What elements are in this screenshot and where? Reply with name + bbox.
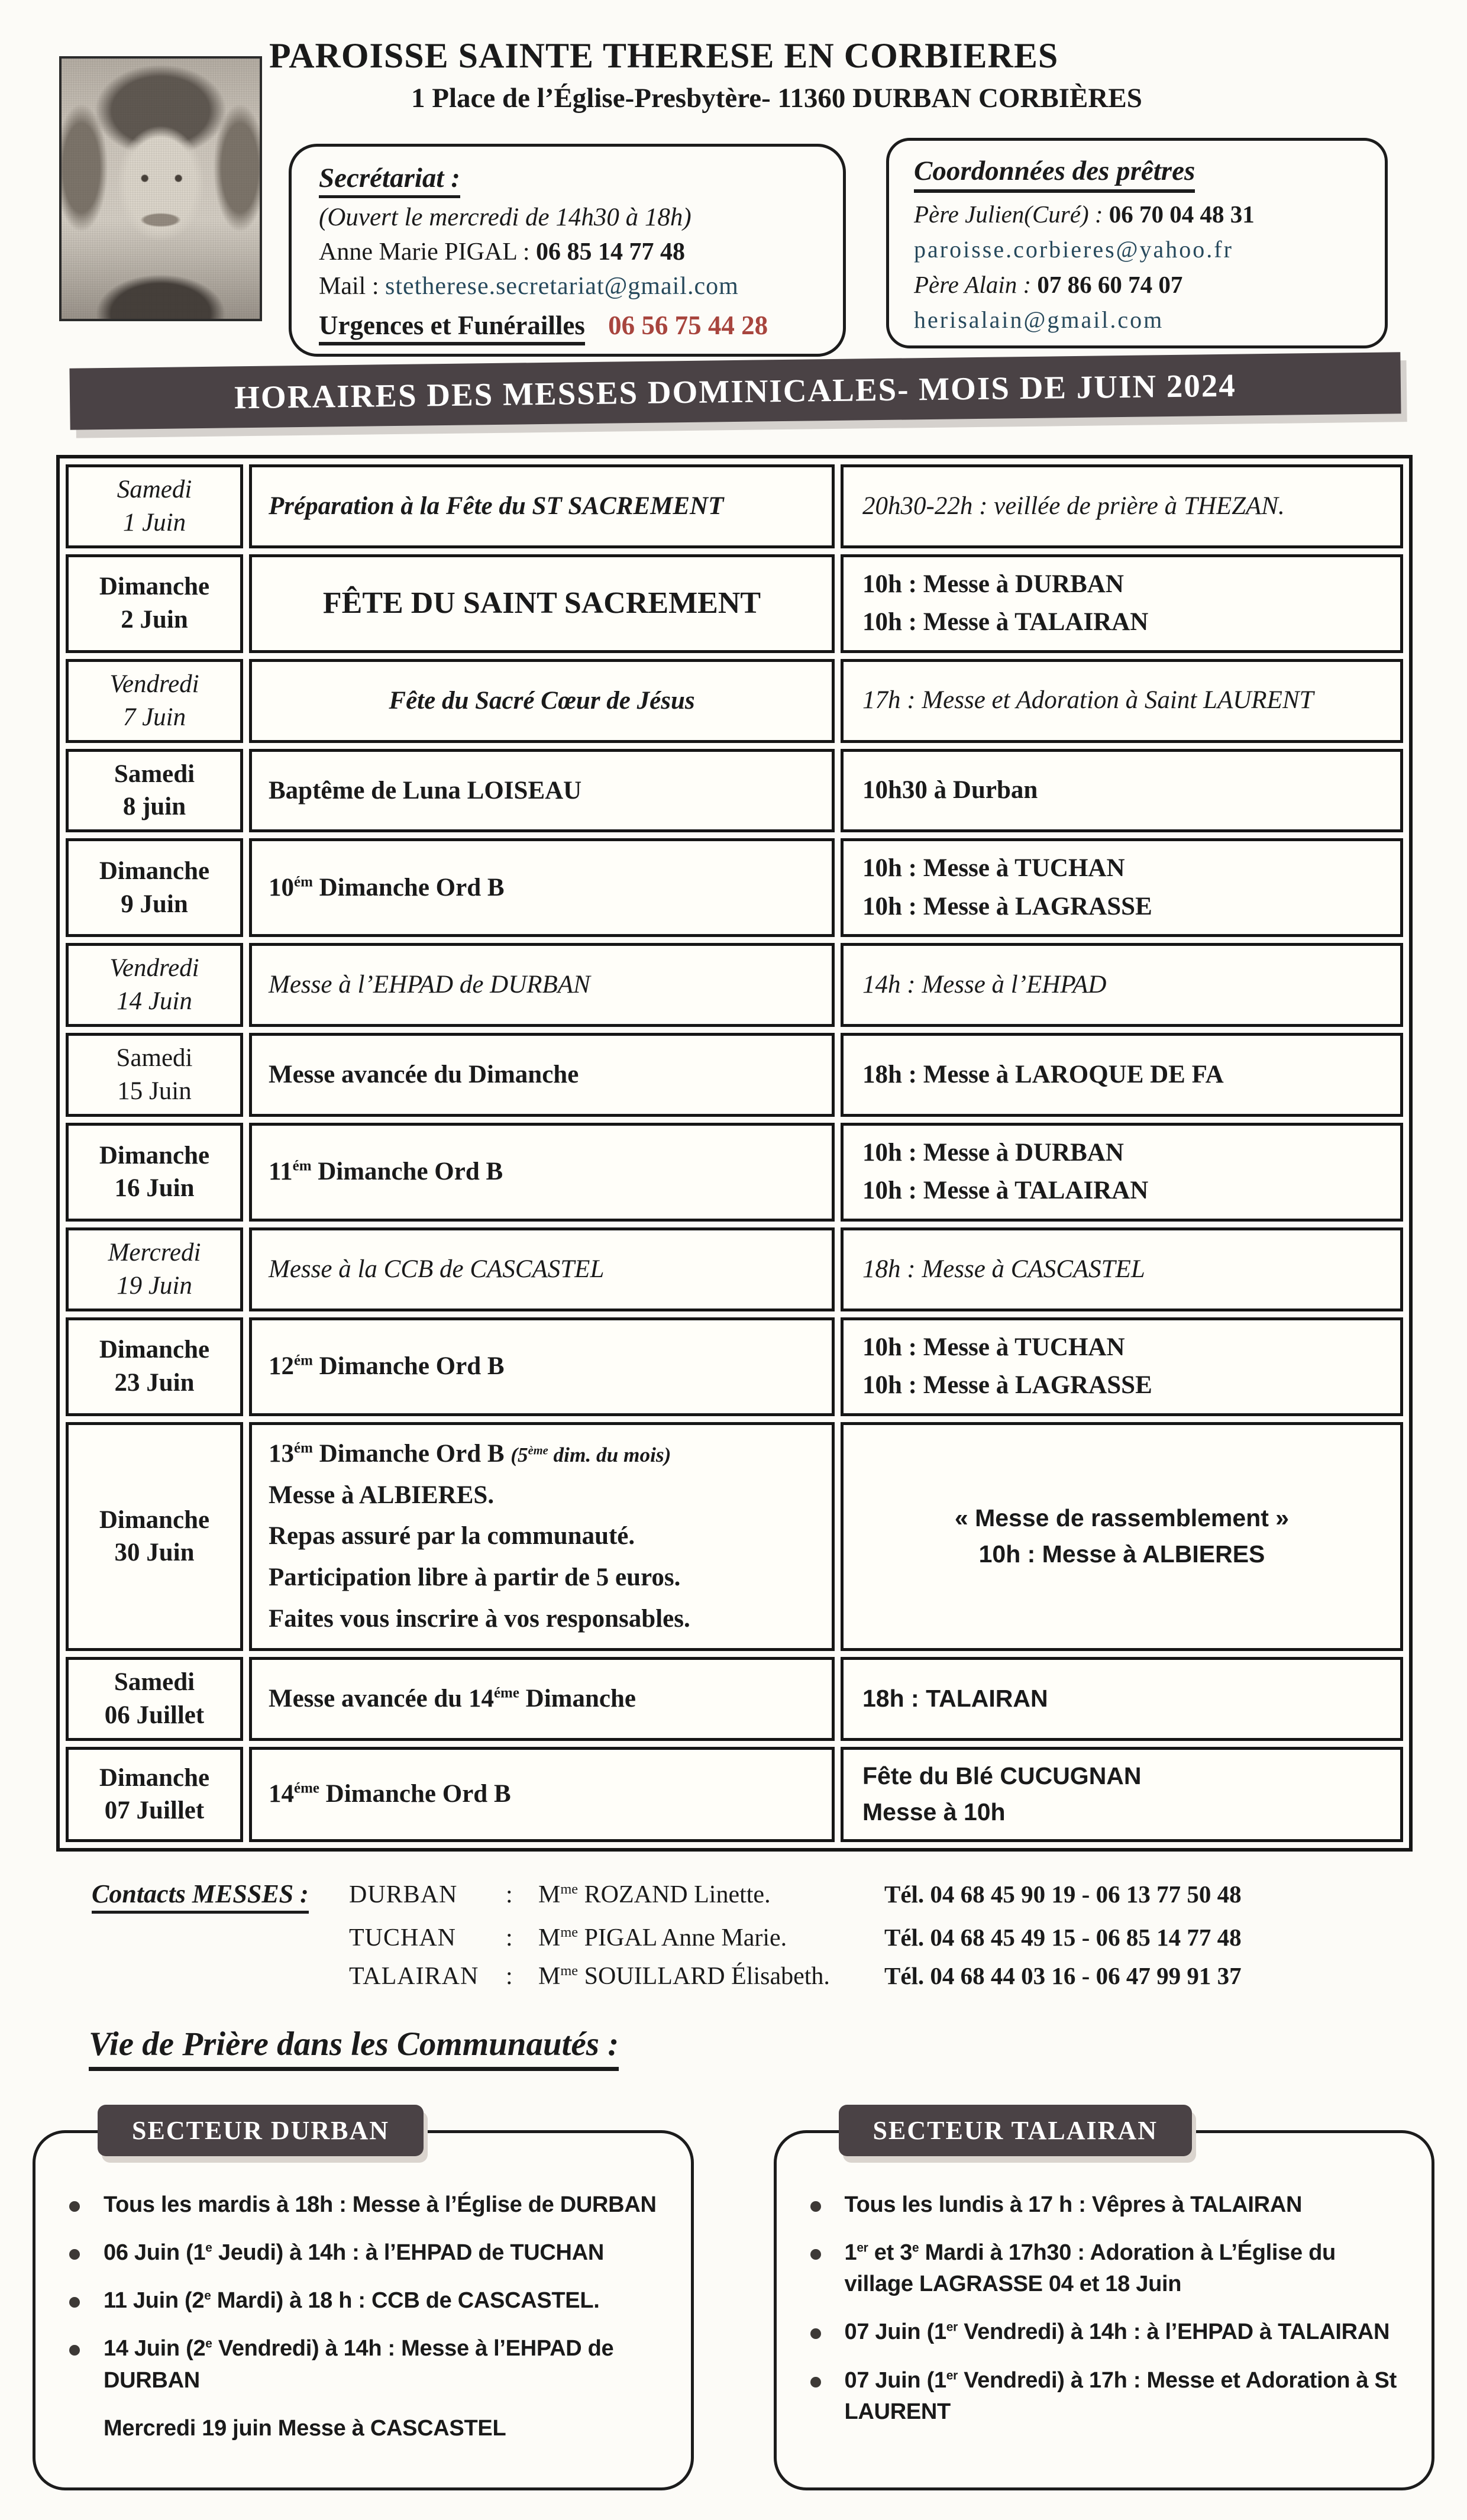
secretariat-contact xyxy=(319,238,816,266)
time-cell: 18h : Messe à LAROQUE DE FA xyxy=(841,1033,1403,1117)
list-item-text: 07 Juin (1er Vendredi) à 14h : à l’EHPAD à TALAIRAN xyxy=(844,2319,1390,2345)
vie-title: Vie de Prière dans les Communautés : xyxy=(89,2025,619,2071)
bullet-icon xyxy=(810,2201,821,2212)
schedule-row xyxy=(66,1123,1403,1222)
list-item xyxy=(62,2333,664,2396)
event-cell: Fête du Sacré Cœur de Jésus xyxy=(249,659,835,743)
list-item xyxy=(803,2189,1405,2221)
date-cell: Dimanche 07 Juillet xyxy=(66,1747,243,1842)
contact-place: TALAIRAN xyxy=(349,1962,479,1990)
contacts-section xyxy=(92,1879,1414,1991)
contacts-title: Contacts MESSES : xyxy=(92,1879,309,1914)
secteur-durban-list xyxy=(62,2189,664,2444)
contact-name: $M^{me}$ ROZAND Linette. xyxy=(538,1881,771,1908)
schedule-row xyxy=(66,838,1403,937)
date-cell: Samedi 15 Juin xyxy=(66,1033,243,1117)
contact-phone: Tél. 04 68 45 90 19 - 06 13 77 50 48 xyxy=(884,1880,1242,1908)
secteur-durban-box xyxy=(33,2115,694,2490)
paroisse-email: paroisse.corbieres@yahoo.fr xyxy=(914,236,1233,263)
sectors xyxy=(33,2115,1434,2490)
bullet-icon xyxy=(69,2345,80,2356)
event-cell: Messe à l’EHPAD de DURBAN xyxy=(249,943,835,1027)
date-cell: Mercredi 19 Juin xyxy=(66,1227,243,1311)
event-cell: Messe avancée du $14^{éme}$ Dimanche xyxy=(249,1657,835,1741)
pretres-title: Coordonnées des prêtres xyxy=(914,155,1195,193)
event-cell: $14^{éme}$ Dimanche Ord B xyxy=(249,1747,835,1842)
schedule-row xyxy=(66,1747,1403,1842)
date-cell: Samedi 1 Juin xyxy=(66,464,243,548)
contact-name: $M^{me}$ PIGAL Anne Marie. xyxy=(538,1924,787,1952)
date-cell: Vendredi 14 Juin xyxy=(66,943,243,1027)
date-cell: Dimanche 9 Juin xyxy=(66,838,243,937)
date-cell: Dimanche 2 Juin xyxy=(66,554,243,653)
schedule-row xyxy=(66,1657,1403,1741)
secretariat-box xyxy=(289,144,846,357)
header xyxy=(0,0,1467,340)
secteur-talairan-list xyxy=(803,2189,1405,2428)
list-item-text: 1er et 3e Mardi à 17h30 : Adoration à L’Église du village LAGRASSE 04 et 18 Juin xyxy=(844,2240,1336,2297)
time-cell: « Messe de rassemblement » 10h : Messe à ALBIERES xyxy=(841,1422,1403,1651)
secteur-talairan-box xyxy=(774,2115,1435,2490)
contact-phone: Tél. 04 68 45 49 15 - 06 85 14 77 48 xyxy=(884,1923,1242,1951)
list-item-text: Mercredi 19 juin Messe à CASCASTEL xyxy=(104,2415,506,2441)
urgences-label: Urgences et Funérailles xyxy=(319,311,585,345)
event-cell: $13^{ém}$ Dimanche Ord B (5ème dim. du mois) Messe à ALBIERES. Repas assuré par la communauté. Participation libre à partir de 5 euros. Faites vous inscrire à vos responsables. xyxy=(249,1422,835,1651)
schedule-table xyxy=(56,455,1413,1852)
urgences-line xyxy=(319,310,816,341)
schedule-row xyxy=(66,749,1403,833)
pretre-julien-phone: 06 70 04 48 31 xyxy=(1109,201,1255,228)
bullet-icon xyxy=(69,2201,80,2212)
time-cell: Fête du Blé CUCUGNAN Messe à 10h xyxy=(841,1747,1403,1842)
pretre-alain-line xyxy=(914,270,1360,299)
contact-separator: : xyxy=(506,1962,513,1990)
list-item-text: 07 Juin (1er Vendredi) à 17h : Messe et Adoration à St LAURENT xyxy=(844,2367,1397,2424)
pretre-alain-phone: 07 86 60 74 07 xyxy=(1037,271,1183,298)
schedule-row xyxy=(66,943,1403,1027)
schedule-row xyxy=(66,1227,1403,1311)
list-item xyxy=(803,2365,1405,2428)
secretariat-title: Secrétariat : xyxy=(319,162,460,198)
event-cell: Messe à la CCB de CASCASTEL xyxy=(249,1227,835,1311)
banner-title: HORAIRES DES MESSES DOMINICALES- MOIS DE JUIN 2024 xyxy=(234,367,1237,415)
secretariat-contact-name: Anne Marie PIGAL : xyxy=(319,238,530,266)
list-item xyxy=(62,2285,664,2317)
time-cell: 18h : Messe à CASCASTEL xyxy=(841,1227,1403,1311)
bullet-icon xyxy=(69,2297,80,2308)
contact-place: TUCHAN xyxy=(349,1924,456,1952)
alain-email: herisalain@gmail.com xyxy=(914,306,1164,333)
pretre-julien-label: Père Julien(Curé) : xyxy=(914,201,1103,228)
contact-boxes xyxy=(289,144,1388,357)
list-item xyxy=(803,2237,1405,2300)
vie-section xyxy=(0,1991,1467,2490)
event-cell: $11^{ém}$ Dimanche Ord B xyxy=(249,1123,835,1222)
secteur-talairan-label: SECTEUR TALAIRAN xyxy=(839,2105,1192,2156)
time-cell: 17h : Messe et Adoration à Saint LAURENT xyxy=(841,659,1403,743)
secretariat-mail-line xyxy=(319,272,816,301)
bullet-icon xyxy=(810,2249,821,2260)
list-item-text: Tous les mardis à 18h : Messe à l’Église de DURBAN xyxy=(104,2192,657,2217)
list-item-text: 06 Juin (1e Jeudi) à 14h : à l’EHPAD de TUCHAN xyxy=(104,2240,604,2266)
bullet-icon xyxy=(69,2249,80,2260)
time-cell: 10h : Messe à TUCHAN 10h : Messe à LAGRASSE xyxy=(841,1317,1403,1416)
date-cell: Dimanche 30 Juin xyxy=(66,1422,243,1651)
date-cell: Dimanche 23 Juin xyxy=(66,1317,243,1416)
secretariat-email: stetherese.secretariat@gmail.com xyxy=(385,273,739,300)
parish-address: 1 Place de l’Église-Presbytère- 11360 DURBAN CORBIÈRES xyxy=(411,83,1142,114)
time-cell: 10h : Messe à TUCHAN 10h : Messe à LAGRASSE xyxy=(841,838,1403,937)
time-cell: 10h : Messe à DURBAN 10h : Messe à TALAIRAN xyxy=(841,554,1403,653)
date-cell: Vendredi 7 Juin xyxy=(66,659,243,743)
list-item xyxy=(803,2317,1405,2348)
event-cell: FÊTE DU SAINT SACREMENT xyxy=(249,554,835,653)
bullet-icon xyxy=(810,2377,821,2387)
secretariat-contact-phone: 06 85 14 77 48 xyxy=(536,238,686,266)
schedule-row xyxy=(66,554,1403,653)
time-cell: 20h30-22h : veillée de prière à THEZAN. xyxy=(841,464,1403,548)
parish-title: PAROISSE SAINTE THERESE EN CORBIERES xyxy=(269,36,1059,75)
contact-separator: : xyxy=(506,1924,513,1952)
mail-label: Mail : xyxy=(319,273,379,300)
time-cell: 18h : TALAIRAN xyxy=(841,1657,1403,1741)
event-cell: Baptême de Luna LOISEAU xyxy=(249,749,835,833)
schedule-row xyxy=(66,659,1403,743)
time-cell: 10h : Messe à DURBAN 10h : Messe à TALAIRAN xyxy=(841,1123,1403,1222)
list-item xyxy=(62,2189,664,2221)
secteur-durban-label: SECTEUR DURBAN xyxy=(98,2105,424,2156)
pretre-alain-label: Père Alain : xyxy=(914,271,1032,298)
list-item xyxy=(62,2237,664,2269)
event-cell: $10^{ém}$ Dimanche Ord B xyxy=(249,838,835,937)
pretre-julien-line xyxy=(914,200,1360,228)
schedule-row xyxy=(66,1422,1403,1651)
urgences-phone: 06 56 75 44 28 xyxy=(608,311,768,340)
bullet-icon xyxy=(810,2328,821,2339)
portrait-photo xyxy=(59,56,262,321)
contact-phone: Tél. 04 68 44 03 16 - 06 47 99 91 37 xyxy=(884,1962,1242,1989)
secretariat-hours: (Ouvert le mercredi de 14h30 à 18h) xyxy=(319,203,692,231)
event-cell: Préparation à la Fête du ST SACREMENT xyxy=(249,464,835,548)
schedule-row xyxy=(66,1033,1403,1117)
schedule-row xyxy=(66,1317,1403,1416)
date-cell: Dimanche 16 Juin xyxy=(66,1123,243,1222)
date-cell: Samedi 06 Juillet xyxy=(66,1657,243,1741)
title-block xyxy=(269,0,1467,114)
list-item xyxy=(62,2413,664,2444)
event-cell: $12^{ém}$ Dimanche Ord B xyxy=(249,1317,835,1416)
pretres-box xyxy=(886,138,1388,348)
schedule-row xyxy=(66,464,1403,548)
contact-name: $M^{me}$ SOUILLARD Élisabeth. xyxy=(538,1962,830,1990)
time-cell: 10h30 à Durban xyxy=(841,749,1403,833)
list-item-text: 14 Juin (2e Vendredi) à 14h : Messe à l’EHPAD de DURBAN xyxy=(104,2336,614,2393)
contact-place: DURBAN xyxy=(349,1881,458,1908)
list-item-text: 11 Juin (2e Mardi) à 18 h : CCB de CASCASTEL. xyxy=(104,2288,600,2314)
date-cell: Samedi 8 juin xyxy=(66,749,243,833)
event-cell: Messe avancée du Dimanche xyxy=(249,1033,835,1117)
contact-separator: : xyxy=(506,1881,513,1908)
banner xyxy=(69,352,1401,429)
list-item-text: Tous les lundis à 17 h : Vêpres à TALAIRAN xyxy=(844,2192,1303,2217)
time-cell: 14h : Messe à l’EHPAD xyxy=(841,943,1403,1027)
